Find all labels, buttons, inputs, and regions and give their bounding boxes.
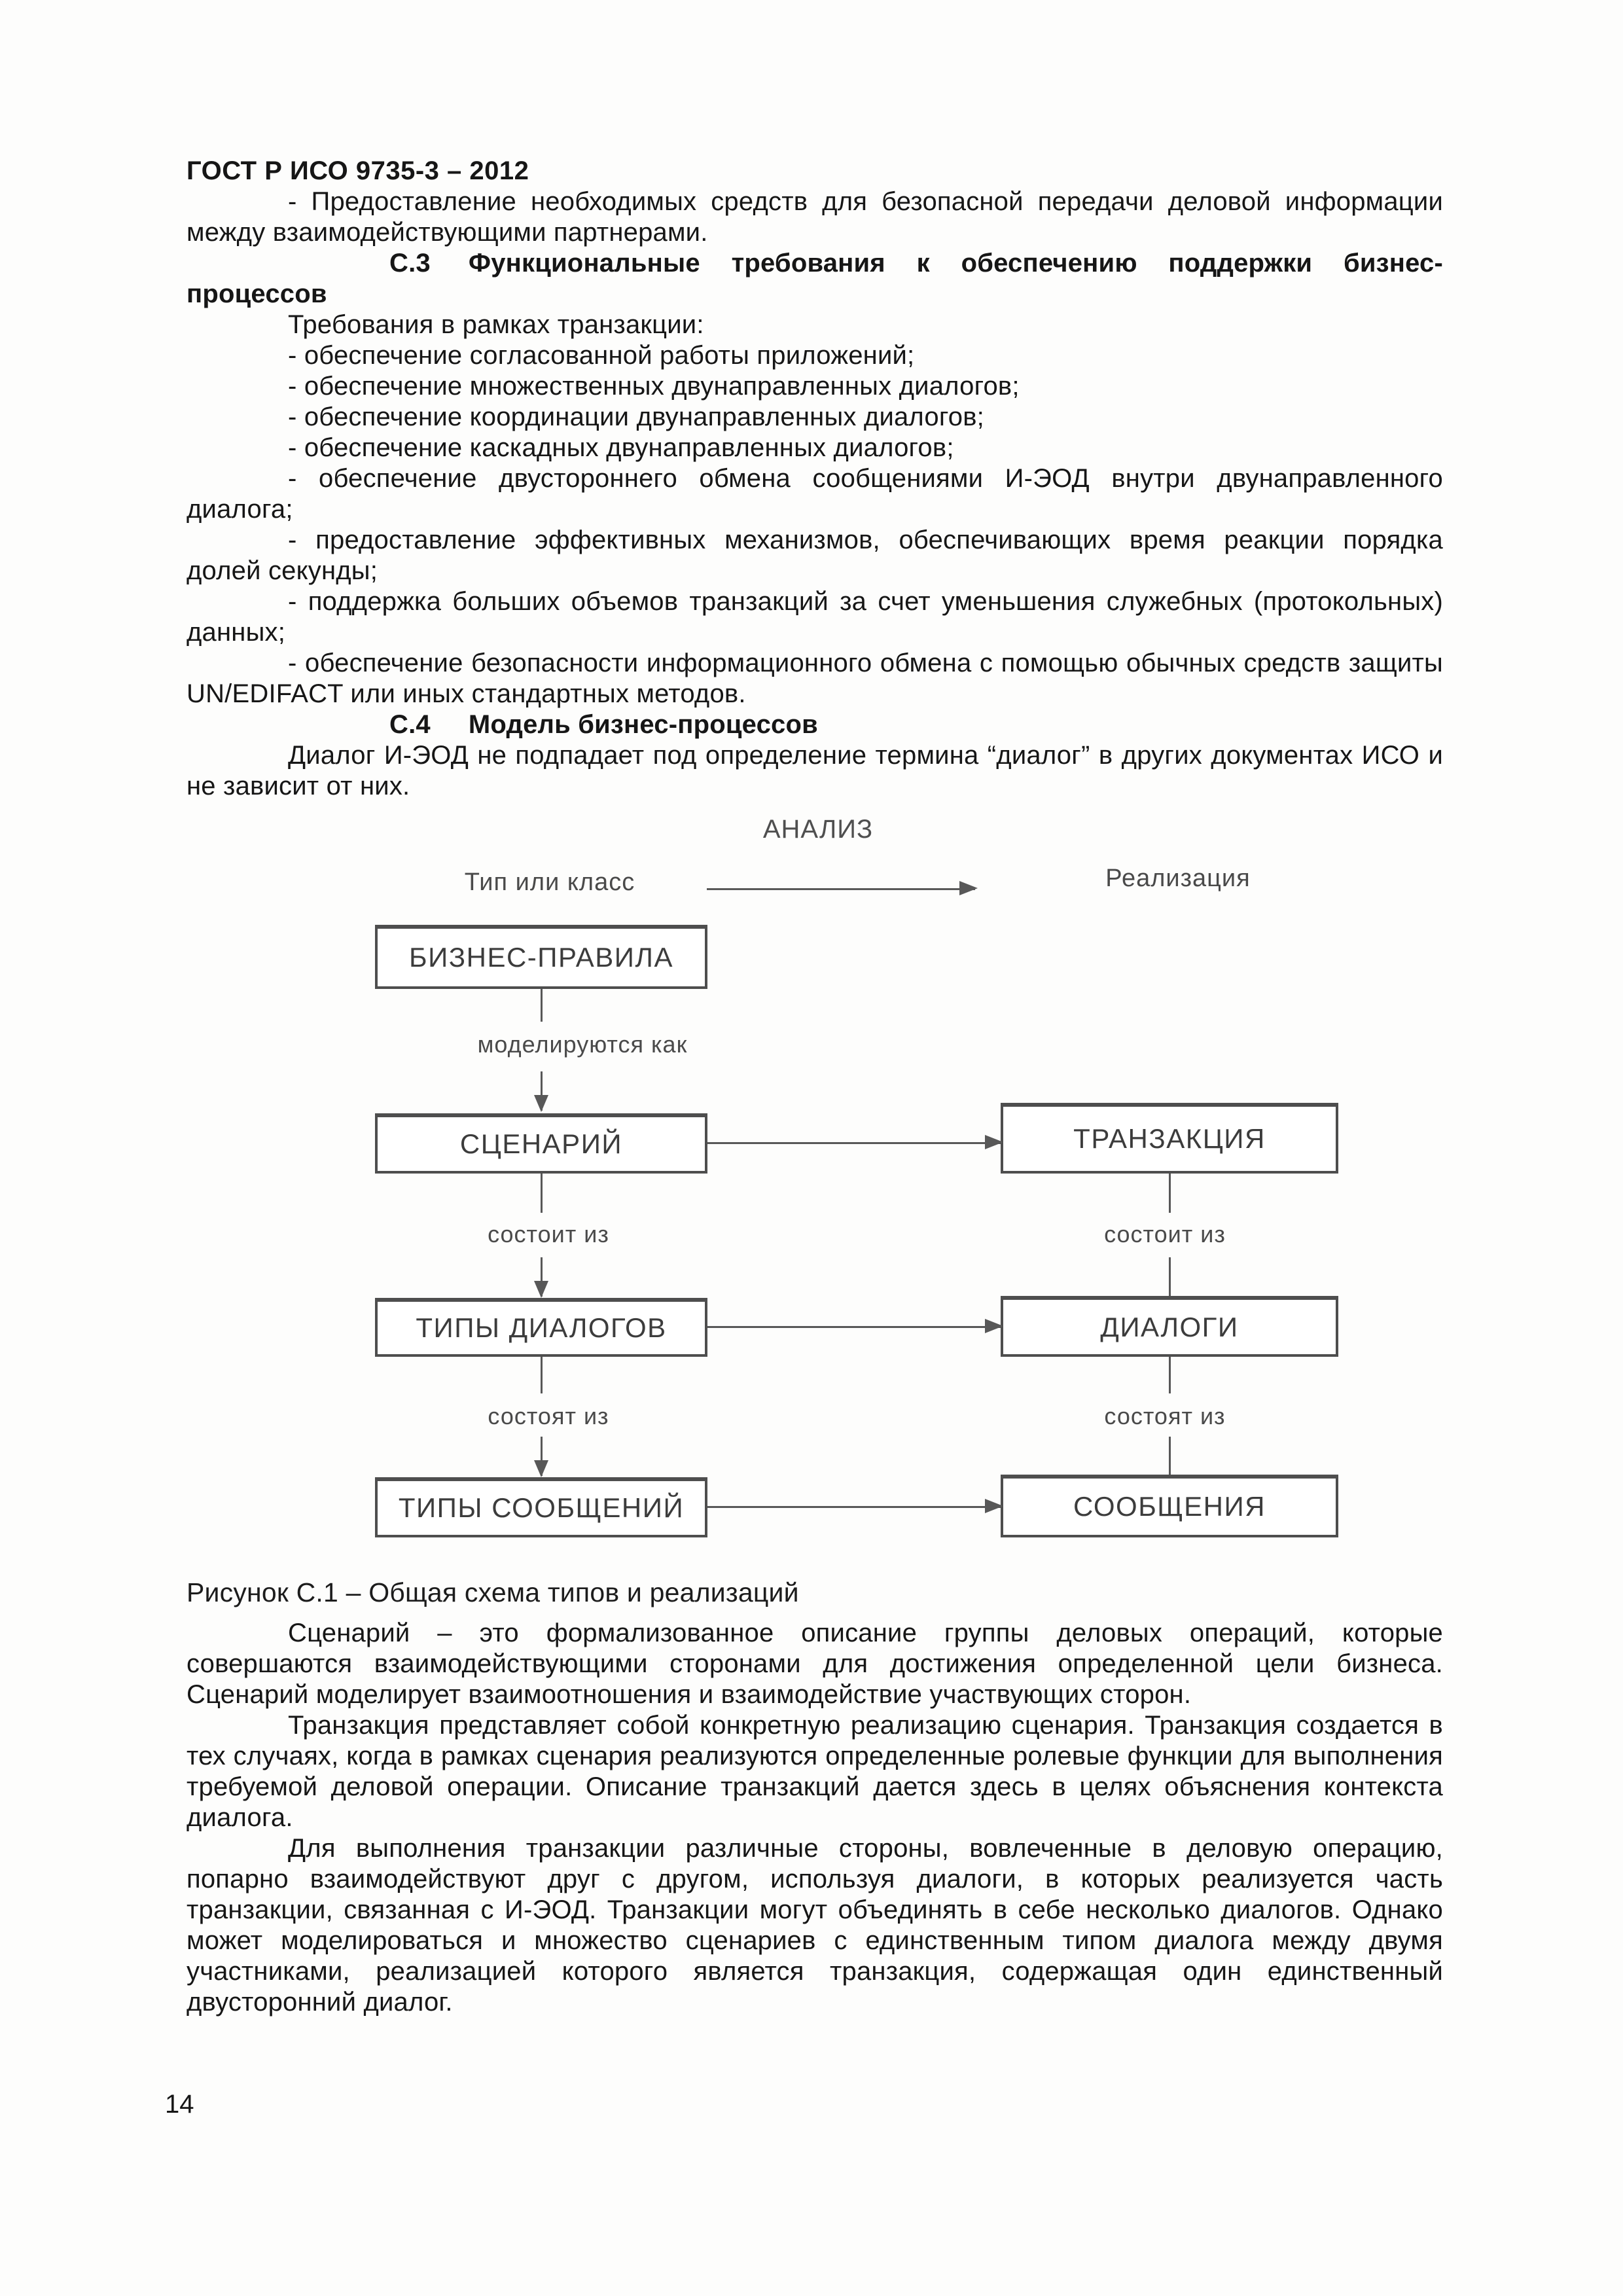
bullet-item: - обеспечение множественных двунаправленных диалогов; [288,372,1020,401]
diagram-left-column-header: Тип или класс [464,869,635,896]
connector-line [1169,1174,1171,1213]
arrow-down-icon [541,1257,543,1297]
connector-line [1169,1437,1171,1475]
connector-label-consist-of: состоят из [1104,1403,1226,1429]
page-number: 14 [165,2090,194,2119]
arrow-right-icon [707,1326,1001,1328]
diagram-right-column-header: Реализация [1105,865,1251,892]
diagram-title: АНАЛИЗ [762,815,874,844]
section-c3-lead: Требования в рамках транзакции: [288,310,704,339]
bullet-item: - обеспечение согласованной работы приложений; [288,341,915,370]
document-header: ГОСТ Р ИСО 9735-3 – 2012 [187,156,529,185]
section-c3-title: Функциональные требования к обеспечению поддержки бизнес-процессов [187,249,1443,308]
bullet-item: - обеспечение каскадных двунаправленных диалогов; [288,433,954,462]
arrow-down-icon [541,1437,543,1476]
diagram-box-dialogues: ДИАЛОГИ [1001,1296,1338,1357]
section-c4-heading [187,709,1443,740]
connector-label-consist-of: состоят из [488,1403,609,1429]
bullet-item: - обеспечение двустороннего обмена сообщениями И-ЭОД внутри двунаправленного диалога; [187,464,1443,524]
connector-label-consists-of: состоит из [1104,1221,1226,1247]
bullet-item: - предоставление эффективных механизмов, обеспечивающих время реакции порядка долей секунды; [187,526,1443,585]
diagram-box-business-rules: БИЗНЕС-ПРАВИЛА [375,925,707,989]
connector-line [541,989,543,1022]
connector-line [1169,1357,1171,1393]
diagram-box-dialogue-types: ТИПЫ ДИАЛОГОВ [375,1298,707,1357]
bullet-item: - поддержка больших объемов транзакций за счет уменьшения служебных (протокольных) данных; [187,587,1443,647]
connector-label-consists-of: состоит из [488,1221,609,1247]
diagram-box-transaction: ТРАНЗАКЦИЯ [1001,1103,1338,1174]
arrow-right-icon [707,1142,1001,1144]
section-c4-number: С.4 [389,710,431,739]
paragraph-scenario: Сценарий – это формализованное описание группы деловых операций, которые совершаются взаимодействующими сторонами для достижения определенной цели бизнеса. Сценарий моделирует взаимоотношения и взаимодействие участвующих сторон. [187,1619,1443,1709]
bullet-item: - обеспечение безопасности информационного обмена с помощью обычных средств защиты UN/EDIFACT или иных стандартных методов. [187,649,1443,708]
section-c3-number: С.3 [389,249,431,278]
section-c3-heading [187,248,1443,310]
arrow-right-icon [707,1506,1001,1508]
figure-caption: Рисунок С.1 – Общая схема типов и реализаций [187,1577,799,1607]
connector-line [541,1174,543,1213]
diagram-box-message-types: ТИПЫ СООБЩЕНИЙ [375,1477,707,1537]
paragraph-execution: Для выполнения транзакции различные стороны, вовлеченные в деловую операцию, попарно взаимодействуют друг с другом, используя диалоги, в которых реализуется часть транзакции, связанная с И-ЭОД. Транзакции могут объединять в себе несколько диалогов. Однако может моделироваться и множество сценариев с единственным типом диалога между двумя участниками, реализацией которого является транзакция, содержащая один единственный двусторонний диалог. [187,1834,1443,2017]
figure-c1-diagram [187,815,1443,1541]
diagram-box-messages: СООБЩЕНИЯ [1001,1475,1338,1537]
diagram-box-scenario: СЦЕНАРИЙ [375,1113,707,1174]
bullet-item: - обеспечение координации двунаправленных диалогов; [288,403,984,431]
connector-line [541,1357,543,1393]
section-c4-title: Модель бизнес-процессов [468,710,818,739]
paragraph-transaction: Транзакция представляет собой конкретную реализацию сценария. Транзакция создается в тех случаях, когда в рамках сценария реализуются определенные ролевые функции для выполнения требуемой деловой операции. Описание транзакций дается здесь в целях объяснения контекста диалога. [187,1711,1443,1832]
section-c4-body: Диалог И-ЭОД не подпадает под определение термина “диалог” в других документах ИСО и не зависит от них. [187,741,1443,800]
arrow-down-icon [541,1071,543,1111]
connector-label-modeled-as: моделируются как [477,1031,688,1058]
arrow-right-icon [707,888,975,890]
connector-line [1169,1257,1171,1297]
intro-paragraph: - Предоставление необходимых средств для безопасной передачи деловой информации между взаимодействующими партнерами. [187,187,1443,247]
